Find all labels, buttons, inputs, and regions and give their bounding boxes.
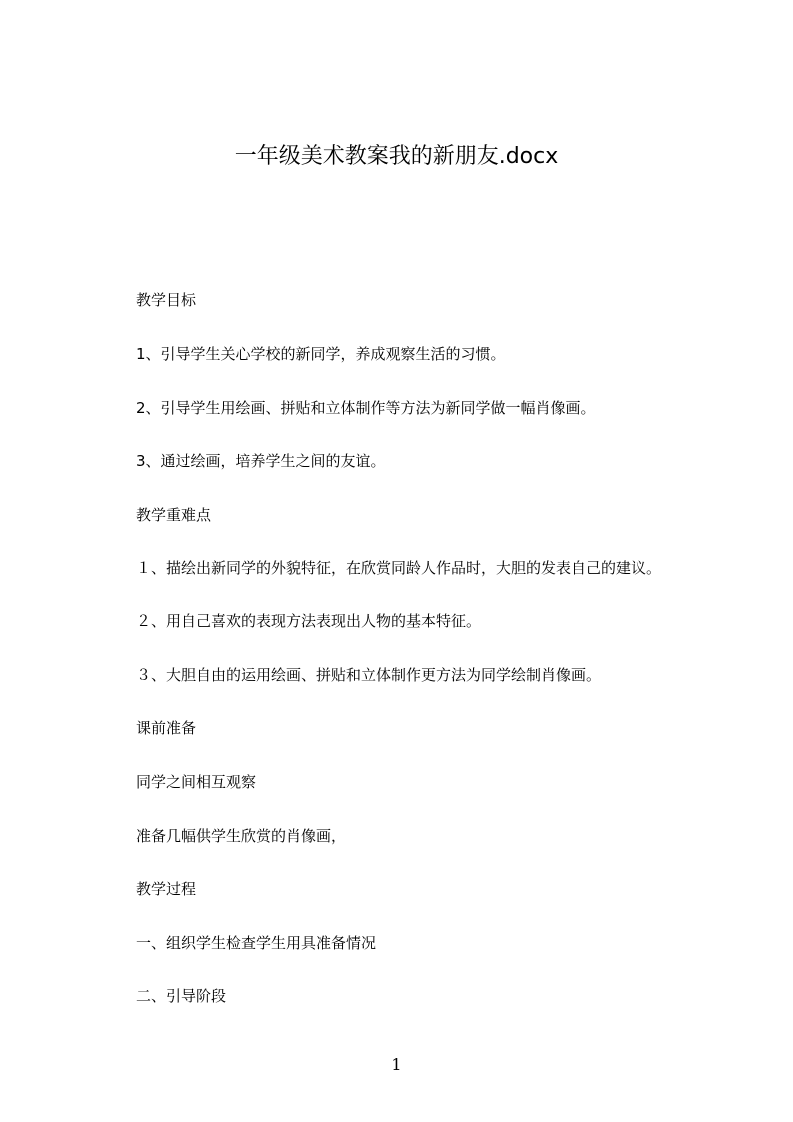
paragraph-objective-1: 1、引导学生关心学校的新同学，养成观察生活的习惯。 [136,345,506,363]
paragraph-process-1: 一、组织学生检查学生用具准备情况 [136,934,377,952]
section-heading-objectives: 教学目标 [136,291,197,309]
page-number: 1 [391,1055,402,1074]
section-heading-key-points: 教学重难点 [136,506,212,524]
paragraph-preparation-2: 准备几幅供学生欣赏的肖像画， [136,827,347,845]
page-title: 一年级美术教案我的新朋友.docx [234,144,559,169]
paragraph-preparation-1: 同学之间相互观察 [136,773,257,791]
paragraph-key-point-2: ２、用自己喜欢的表现方法表现出人物的基本特征。 [136,612,482,630]
paragraph-process-2: 二、引导阶段 [136,987,227,1005]
paragraph-objective-3: 3、通过绘画，培养学生之间的友谊。 [136,452,386,470]
paragraph-key-point-1: １、描绘出新同学的外貌特征，在欣赏同龄人作品时，大胆的发表自己的建议。 [136,559,662,577]
paragraph-key-point-3: ３、大胆自由的运用绘画、拼贴和立体制作更方法为同学绘制肖像画。 [136,666,602,684]
section-heading-process: 教学过程 [136,880,197,898]
paragraph-objective-2: 2、引导学生用绘画、拼贴和立体制作等方法为新同学做一幅肖像画。 [136,399,596,417]
section-heading-preparation: 课前准备 [136,719,197,737]
